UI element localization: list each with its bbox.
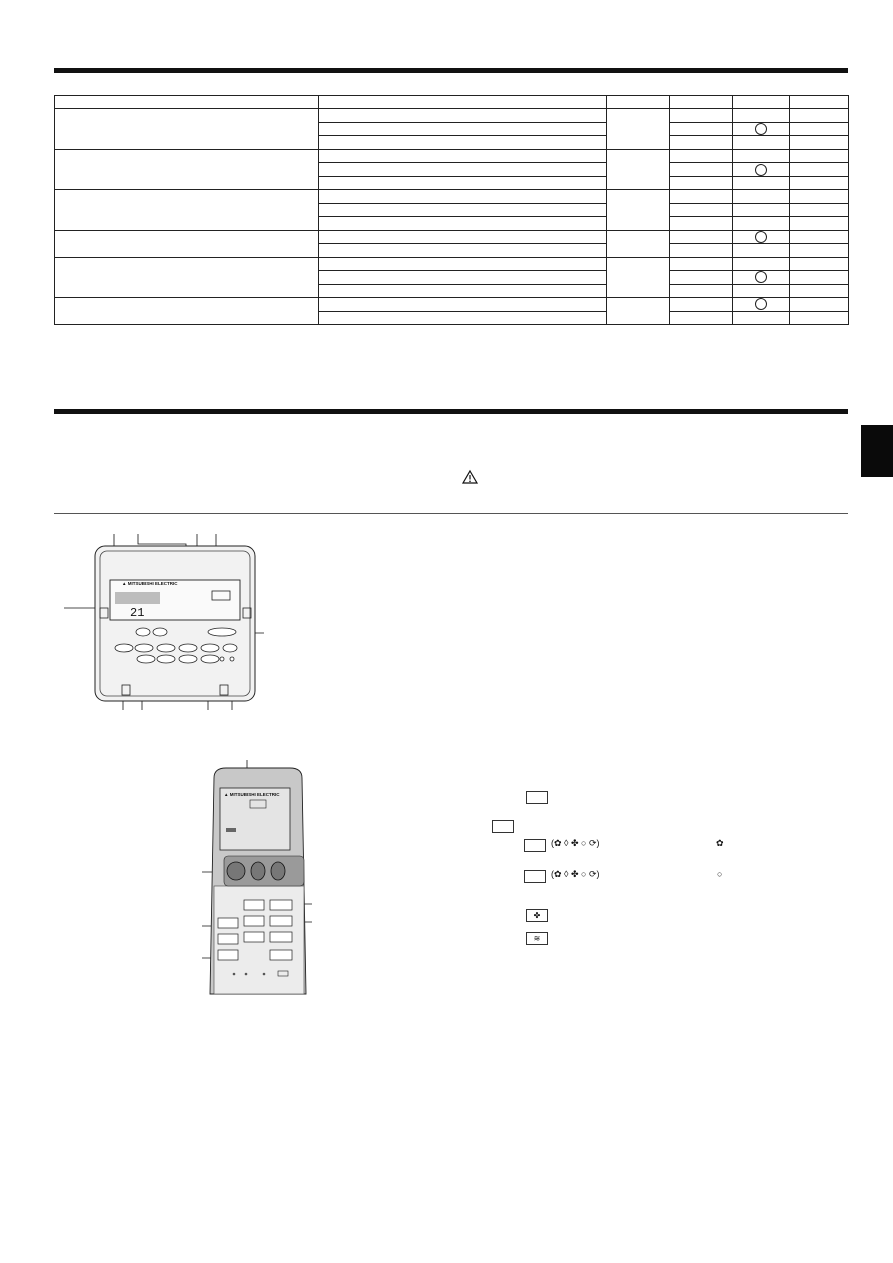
value-cell	[790, 190, 849, 203]
value-cell	[670, 298, 733, 311]
function-name-cell	[55, 109, 319, 149]
value-cell	[790, 298, 849, 311]
button-blank-1-icon	[526, 791, 548, 804]
value-cell	[790, 257, 849, 270]
wireless-remote-illustration	[200, 758, 312, 998]
table-row	[55, 298, 849, 311]
setting-cell	[319, 149, 607, 162]
value-cell	[670, 109, 733, 122]
warning-triangle-icon	[462, 470, 478, 484]
value-cell	[790, 284, 849, 297]
setting-cell	[319, 163, 607, 176]
setting-cell	[319, 284, 607, 297]
button-blank-2-icon	[492, 820, 514, 833]
svg-text:21: 21	[130, 606, 145, 620]
value-cell	[670, 203, 733, 216]
default-circle-icon	[755, 271, 767, 283]
setting-cell	[319, 311, 607, 325]
mode-symbols-1: (✿ ◊ ✤ ○ ⟳)	[551, 838, 600, 848]
function-name-cell	[55, 257, 319, 297]
value-cell	[670, 230, 733, 243]
value-cell	[670, 176, 733, 189]
table-header-cell	[670, 96, 733, 109]
table-row	[55, 149, 849, 162]
function-settings-table	[54, 95, 849, 325]
value-cell	[790, 136, 849, 149]
value-cell	[790, 230, 849, 243]
setting-cell	[319, 217, 607, 230]
value-cell	[670, 284, 733, 297]
top-section-rule	[54, 68, 848, 73]
value-cell	[733, 203, 790, 216]
value-cell	[790, 217, 849, 230]
setting-cell	[319, 203, 607, 216]
mode-no-cell	[607, 109, 670, 149]
table-header-cell	[790, 96, 849, 109]
value-cell	[733, 149, 790, 162]
mode-no-cell	[607, 298, 670, 325]
function-name-cell	[55, 298, 319, 325]
table-header-cell	[319, 96, 607, 109]
value-cell	[670, 136, 733, 149]
value-cell	[733, 190, 790, 203]
section-2-rule	[54, 409, 848, 414]
value-cell	[670, 257, 733, 270]
svg-text:▲ MITSUBISHI ELECTRIC: ▲ MITSUBISHI ELECTRIC	[224, 792, 280, 797]
svg-text:▲ MITSUBISHI ELECTRIC: ▲ MITSUBISHI ELECTRIC	[122, 581, 178, 586]
table-row	[55, 109, 849, 122]
dot-glyph: ○	[717, 869, 723, 879]
setting-cell	[319, 257, 607, 270]
value-cell	[670, 190, 733, 203]
default-circle-icon	[755, 164, 767, 176]
setting-cell	[319, 244, 607, 257]
table-header-cell	[733, 96, 790, 109]
value-cell	[733, 257, 790, 270]
vane-button-icon: ≋	[526, 932, 548, 945]
mode-symbols-2: (✿ ◊ ✤ ○ ⟳)	[551, 869, 600, 879]
value-cell	[733, 163, 790, 176]
value-cell	[790, 163, 849, 176]
value-cell	[790, 176, 849, 189]
setting-cell	[319, 230, 607, 243]
setting-cell	[319, 271, 607, 284]
setting-cell	[319, 190, 607, 203]
value-cell	[790, 109, 849, 122]
value-cell	[733, 244, 790, 257]
function-name-cell	[55, 190, 319, 230]
setting-cell	[319, 109, 607, 122]
setting-cell	[319, 122, 607, 135]
mode-button-2-icon	[524, 870, 546, 883]
value-cell	[670, 149, 733, 162]
fan-speed-button-icon: ✤	[526, 909, 548, 922]
value-cell	[733, 217, 790, 230]
subsection-rule	[54, 513, 848, 514]
table-row	[55, 190, 849, 203]
value-cell	[790, 311, 849, 325]
default-circle-icon	[755, 231, 767, 243]
value-cell	[733, 271, 790, 284]
mode-no-cell	[607, 230, 670, 257]
mode-no-cell	[607, 149, 670, 189]
value-cell	[670, 163, 733, 176]
mode-no-cell	[607, 257, 670, 297]
table-header-cell	[607, 96, 670, 109]
table-row	[55, 230, 849, 243]
default-circle-icon	[755, 298, 767, 310]
value-cell	[790, 122, 849, 135]
value-cell	[790, 244, 849, 257]
value-cell	[733, 311, 790, 325]
value-cell	[670, 271, 733, 284]
table-row	[55, 257, 849, 270]
default-circle-icon	[755, 123, 767, 135]
value-cell	[670, 244, 733, 257]
value-cell	[670, 122, 733, 135]
value-cell	[790, 203, 849, 216]
mode-no-cell	[607, 190, 670, 230]
setting-cell	[319, 176, 607, 189]
table-header-cell	[55, 96, 319, 109]
value-cell	[733, 176, 790, 189]
heat-glyph: ✿	[716, 838, 724, 848]
value-cell	[670, 217, 733, 230]
value-cell	[790, 271, 849, 284]
setting-cell	[319, 298, 607, 311]
value-cell	[733, 122, 790, 135]
setting-cell	[319, 136, 607, 149]
mode-button-1-icon	[524, 839, 546, 852]
function-name-cell	[55, 230, 319, 257]
value-cell	[733, 298, 790, 311]
function-name-cell	[55, 149, 319, 189]
wired-remote-illustration	[60, 530, 270, 720]
value-cell	[733, 284, 790, 297]
value-cell	[733, 109, 790, 122]
value-cell	[790, 149, 849, 162]
value-cell	[733, 136, 790, 149]
value-cell	[670, 311, 733, 325]
table-header-row	[55, 96, 849, 109]
section-tab	[861, 425, 893, 477]
value-cell	[733, 230, 790, 243]
